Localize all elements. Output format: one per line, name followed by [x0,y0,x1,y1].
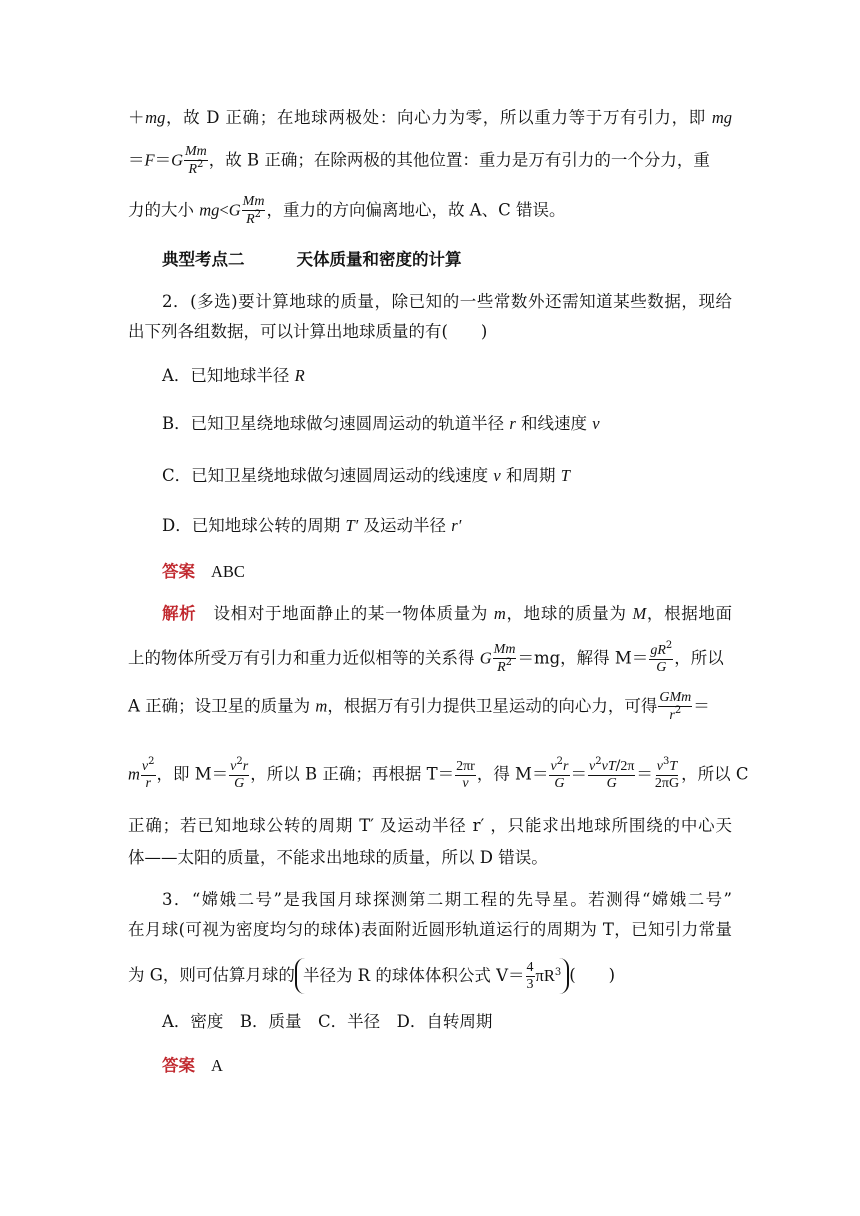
question-stem: 2．(多选)要计算地球的质量，除已知的一些常数外还需知道某些数据，现给 [162,292,732,311]
analysis-line: 上的物体所受万有引力和重力近似相等的关系得 G $\frac{Mm}{R^2}$ ＝mg，解得 M＝ $\frac{gR^2}{G}$ ，所以 [128,640,724,675]
analysis-line: 体——太阳的质量，不能求出地球的质量，所以 D 错误。 [128,848,548,867]
question-stem: 3．“嫦娥二号”是我国月球探测第二期工程的先导星。若测得“嫦娥二号” [162,890,732,909]
analysis-line: A 正确；设卫星的质量为 m，根据万有引力提供卫星运动的向心力，可得 $\frac{\text{GMm}}{r^2}$ ＝ [128,690,710,723]
options-line: A．密度 B．质量 C．半径 D．自转周期 [162,1012,493,1031]
fraction: $\frac{Mm}{R^2}$ [242,194,265,227]
analysis-line: 正确；若已知地球公转的周期 T′ 及运动半径 r′ ，只能求出地球所围绕的中心天 [128,816,732,835]
fraction: $\frac{Mm}{R^2}$ [185,144,207,177]
question-stem: 为 G，则可估算月球的 半径为 R 的球体体积公式 V＝ $\frac{4}{3}$ $\pi R^3$ ( ) [128,960,616,992]
answer: 答案 ABC [162,562,245,581]
option-b: B．已知卫星绕地球做匀速圆周运动的轨道半径 r 和线速度 v [162,414,600,433]
analysis-line: m $\frac{v^2}{r}$ ，即 M＝ $\frac{v^2r}{G}$ ，所以 B 正确；再根据 T＝ $\frac{2\pi r}{v}$ ，得 M＝ $\frac{v^2r}{G}$ ＝ $\frac{v^2vT/2\pi}{G}$ ＝ $\frac{v^3T}{2\pi G}$ ，所以 C [128,756,749,791]
text-line: ＋mg，故 D 正确；在地球两极处：向心力为零，所以重力等于万有引力，即 mg [128,108,733,127]
text-line: 力的大小 mg<G $\frac{Mm}{R^2}$ ，重力的方向偏离地心，故 A、C 错误。 [128,194,566,227]
text-line: ＝F＝G $\frac{Mm}{R^2}$ ，故 B 正确；在除两极的其他位置：重力是万有引力的一个分力，重 [128,144,710,177]
answer: 答案 A [162,1056,223,1075]
option-c: C．已知卫星绕地球做匀速圆周运动的线速度 v 和周期 T [162,466,570,485]
section-heading: 典型考点二 天体质量和密度的计算 [162,250,462,269]
formula-hint: 半径为 R 的球体体积公式 V＝ $\frac{4}{3}$ $\pi R^3$ [295,958,569,994]
question-stem: 出下列各组数据，可以计算出地球质量的有( ) [128,322,488,341]
question-stem: 在月球(可视为密度均匀的球体)表面附近圆形轨道运行的周期为 T，已知引力常量 [128,920,732,939]
option-a: A．已知地球半径 R [162,366,305,385]
analysis-line: 解析 设相对于地面静止的某一物体质量为 m，地球的质量为 M，根据地面 [162,604,733,623]
option-d: D．已知地球公转的周期 T′ 及运动半径 r′ [162,516,462,535]
